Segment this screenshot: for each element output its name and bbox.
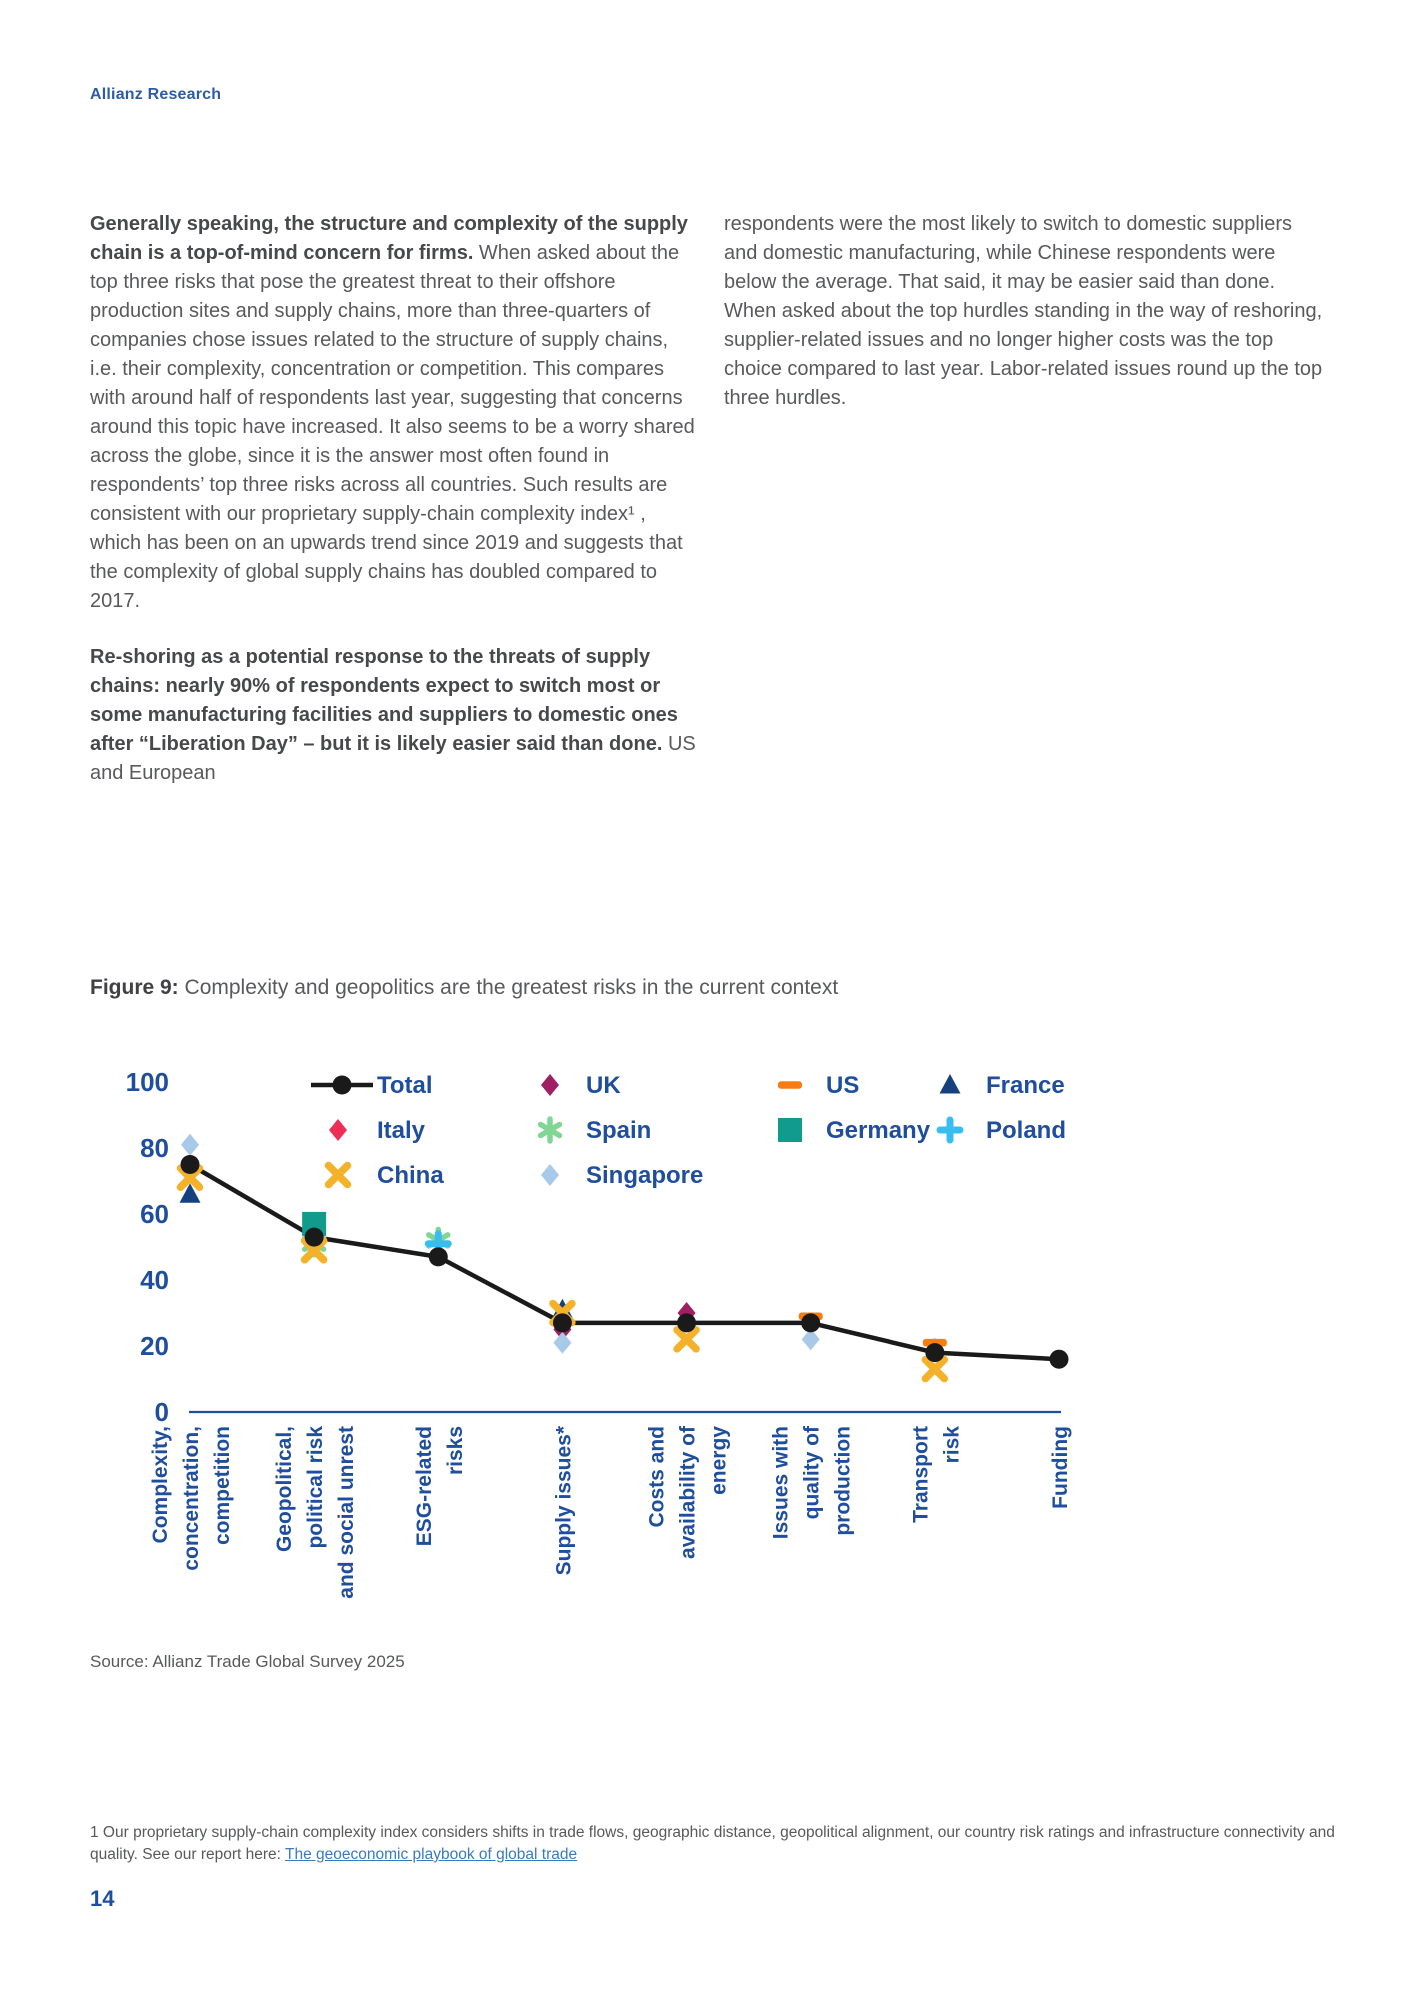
legend-label-germany: Germany (826, 1117, 931, 1144)
legend-marker-singapore (541, 1164, 559, 1186)
y-tick-label: 40 (140, 1265, 169, 1295)
brand-header: Allianz Research (90, 86, 222, 103)
x-category-label: Supply issues* (552, 1426, 576, 1576)
x-category-label: competition (211, 1426, 234, 1545)
x-category-label: Costs and (645, 1426, 669, 1528)
figure-caption-text: Complexity and geopolitics are the greatest risks in the current context (178, 976, 839, 999)
x-category-label: ESG-related (412, 1426, 436, 1547)
point-total-0 (181, 1155, 200, 1174)
x-category-label: concentration, (180, 1426, 203, 1571)
paragraph-2 (90, 643, 696, 788)
legend-marker-uk (541, 1074, 559, 1096)
legend-label-total: Total (377, 1072, 433, 1099)
figure-source: Source: Allianz Trade Global Survey 2025 (90, 1652, 405, 1671)
x-category-label: risks (443, 1426, 467, 1476)
paragraph-2-body: US and European (90, 733, 696, 784)
footnote-text: 1 Our proprietary supply-chain complexity index considers shifts in trade flows, geographic distance, geopolitical alignment, our country risk ratings and infrastructure connectivity and quality. See our report here: (90, 1824, 1335, 1863)
paragraph-1 (90, 210, 696, 616)
figure-caption (90, 976, 838, 1000)
article-right-column (724, 210, 1330, 815)
point-singapore-0 (181, 1134, 199, 1156)
legend-label-uk: UK (586, 1072, 621, 1099)
x-category-label: energy (707, 1426, 731, 1495)
x-category-label: Transport (909, 1426, 933, 1523)
point-total-1 (305, 1228, 324, 1247)
x-category-label: quality of (800, 1426, 824, 1520)
y-tick-label: 0 (154, 1397, 169, 1427)
point-total-5 (801, 1313, 820, 1332)
legend-marker-france (940, 1074, 961, 1094)
point-total-4 (677, 1313, 696, 1332)
x-category-label: Funding (1048, 1426, 1072, 1509)
paragraph-1-bold-lead: Generally speaking, the structure and complexity of the supply chain is a top-of-mind concern for firms. (90, 213, 688, 264)
legend-marker-total (333, 1076, 352, 1095)
point-total-2 (429, 1247, 448, 1266)
figure-label: Figure 9: (90, 976, 179, 999)
page-number: 14 (90, 1886, 115, 1911)
legend-marker-us (778, 1081, 802, 1089)
x-category-label: Complexity, (149, 1426, 172, 1544)
total-line (190, 1165, 1059, 1360)
point-total-3 (553, 1313, 572, 1332)
paragraph-2-bold-lead: Re-shoring as a potential response to the threats of supply chains: nearly 90% of respondents expect to switch most or some manufacturing facilities and suppliers to domestic ones after “Liberation Day” – but it is likely easier said than done. (90, 646, 678, 755)
legend-marker-italy (329, 1119, 347, 1141)
legend-label-italy: Italy (377, 1117, 426, 1144)
y-tick-label: 20 (140, 1331, 169, 1361)
x-category-label: production (831, 1426, 855, 1536)
x-category-label: and social unrest (335, 1426, 359, 1599)
y-tick-label: 80 (140, 1133, 169, 1163)
point-total-6 (925, 1343, 944, 1362)
x-category-label: political risk (304, 1426, 328, 1549)
x-category-label: risk (940, 1426, 964, 1464)
x-category-label: availability of (676, 1426, 700, 1560)
paragraph-3-body: respondents were the most likely to switch to domestic suppliers and domestic manufacturing, while Chinese respondents were below the average. That said, it may be easier said than done. When asked about the top hurdles standing in the way of reshoring, supplier-related issues and no longer higher costs was the top choice compared to last year. Labor-related issues round up the top three hurdles. (724, 213, 1323, 409)
figure9-chart (85, 1040, 1095, 1640)
article-left-column (90, 210, 696, 815)
footnote (90, 1822, 1352, 1866)
legend-label-china: China (377, 1162, 444, 1189)
legend-label-france: France (986, 1072, 1065, 1099)
point-total-7 (1049, 1350, 1068, 1369)
article-body (90, 210, 1330, 815)
footnote-link[interactable]: The geoeconomic playbook of global trade (285, 1846, 578, 1863)
legend-label-singapore: Singapore (586, 1162, 704, 1189)
y-tick-label: 60 (140, 1199, 169, 1229)
legend-label-spain: Spain (586, 1117, 652, 1144)
legend-label-poland: Poland (986, 1117, 1067, 1144)
legend-marker-germany (778, 1118, 802, 1142)
point-singapore-3 (553, 1332, 571, 1354)
legend-label-us: US (826, 1072, 860, 1099)
x-category-label: Issues with (769, 1426, 793, 1540)
paragraph-3 (724, 210, 1330, 413)
y-tick-label: 100 (125, 1067, 169, 1097)
paragraph-1-body: When asked about the top three risks that pose the greatest threat to their offshore production sites and supply chains, more than three-quarters of companies chose issues related to the structure of supply chains, i.e. their complexity, concentration or competition. This compares with around half of respondents last year, suggesting that concerns around this topic have increased. It also seems to be a worry shared across the globe, since it is the answer most often found in respondents’ top three risks across all countries. Such results are consistent with our proprietary supply-chain complexity index¹ , which has been on an upwards trend since 2019 and suggests that the complexity of global supply chains has doubled compared to 2017. (90, 242, 695, 612)
x-category-label: Geopolitical, (273, 1426, 297, 1553)
